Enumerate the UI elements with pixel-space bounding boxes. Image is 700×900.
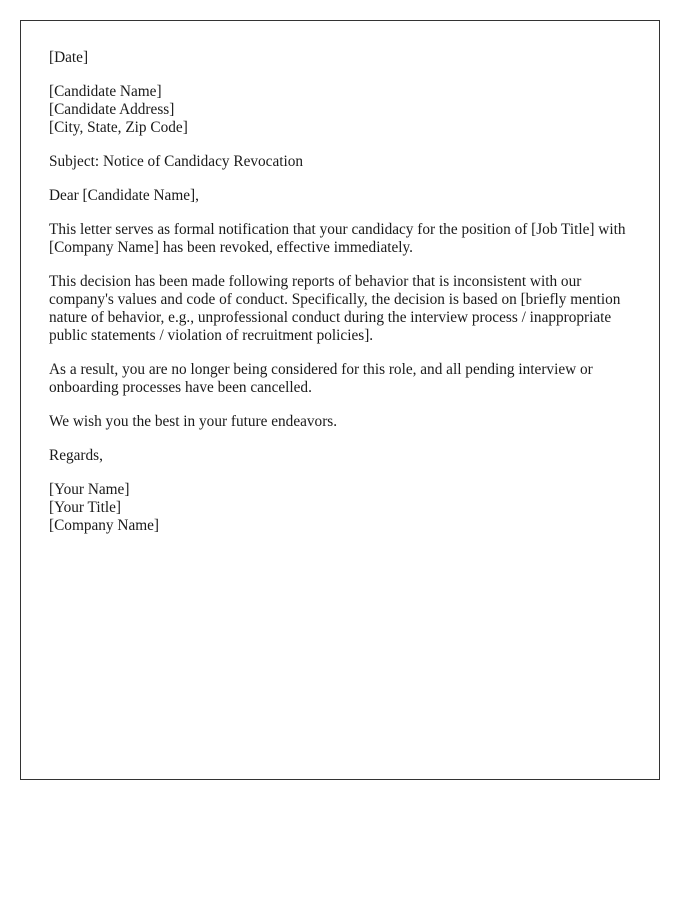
body-paragraph-wishes: We wish you the best in your future endeavors.: [49, 413, 338, 430]
letter-subject: Subject: Notice of Candidacy Revocation: [49, 153, 304, 170]
body-paragraph-result: As a result, you are no longer being considered for this role, and all pending interview or onboarding processes have been cancelled.: [49, 361, 593, 396]
signature-name: [Your Name]: [49, 481, 130, 498]
recipient-block: [49, 83, 631, 137]
signature-title: [Your Title]: [49, 499, 121, 516]
recipient-address: [Candidate Address]: [49, 101, 175, 118]
letter-closing: Regards,: [49, 447, 103, 464]
signature-block: [49, 481, 631, 535]
signature-company: [Company Name]: [49, 517, 160, 534]
letter-salutation: Dear [Candidate Name],: [49, 187, 199, 204]
letter-date: [Date]: [49, 49, 89, 66]
body-paragraph-reason: This decision has been made following reports of behavior that is inconsistent with our company's values and code of conduct. Specifically, the decision is based on [briefly mention nature of behavior, e.g., unprofessional conduct during the interview process / inappropriate public statements / violation of recruitment policies].: [49, 273, 621, 344]
letter-page: [20, 20, 660, 780]
recipient-name: [Candidate Name]: [49, 83, 162, 100]
body-paragraph-notification: This letter serves as formal notification that your candidacy for the position of [Job Title] with [Company Name] has been revoked, effective immediately.: [49, 221, 626, 256]
recipient-city-state-zip: [City, State, Zip Code]: [49, 119, 188, 136]
